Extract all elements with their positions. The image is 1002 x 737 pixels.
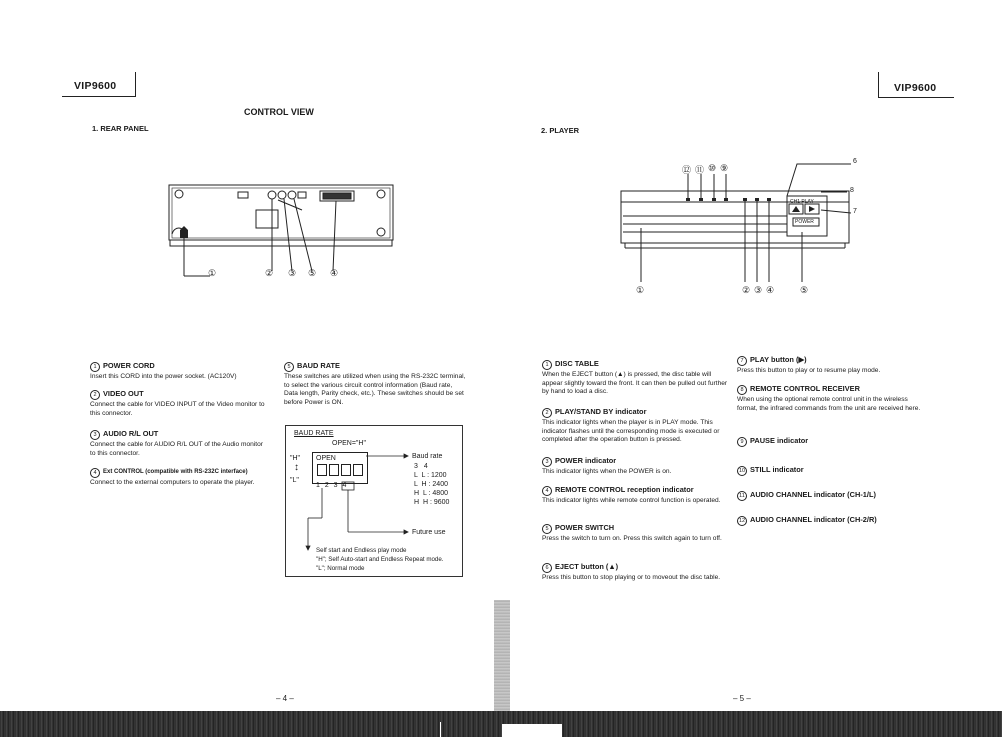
item-title: Ext CONTROL (compatible with RS-232C interface) [103, 469, 248, 475]
item-title: PAUSE indicator [750, 436, 809, 445]
rear-callouts [208, 268, 408, 282]
rear-callout-3: ③ [288, 268, 297, 278]
item-number: 2 [90, 390, 100, 400]
player-section-title: 2. PLAYER [541, 126, 580, 135]
page-title: CONTROL VIEW [244, 107, 314, 117]
player-item-2 [542, 408, 728, 445]
player-top-callouts [682, 163, 742, 175]
baud-columns: 3 4 [414, 463, 428, 470]
item-number: 1 [90, 362, 100, 372]
player-bottom-callouts [636, 285, 826, 297]
side-callout-6: 6 [853, 158, 857, 165]
dip-switch-numbers: 1 2 3 4 [316, 482, 347, 489]
bottom-callout-5: ⑤ [800, 285, 809, 295]
item-desc: This indicator lights while remote control function is operated. [542, 497, 721, 504]
player-item-6 [542, 563, 728, 583]
item-desc: Connect the cable for AUDIO R/L OUT of the Audio monitor to this connector. [90, 441, 263, 457]
baud-box-title: BAUD RATE [294, 430, 334, 437]
left-model-rule [62, 96, 136, 97]
item-number: 11 [737, 491, 747, 501]
item-desc: When the EJECT button (▲) is pressed, the disc table will appear slightly toward the front. It can then be pulled out further by hand to load a disc. [542, 371, 728, 396]
bottom-callout-2: ② [742, 285, 751, 295]
rear-callout-5: ⑤ [308, 268, 317, 278]
baud-h-label: "H" [290, 455, 301, 462]
item-number: 9 [737, 437, 747, 447]
future-use-label: Future use [412, 529, 446, 536]
item-title: AUDIO R/L OUT [103, 429, 159, 438]
item-number: 2 [542, 408, 552, 418]
right-model-rule [878, 97, 954, 98]
left-model-label: VIP9600 [74, 80, 117, 92]
bottom-callout-3: ③ [754, 285, 763, 295]
baud-open-label: OPEN="H" [332, 440, 366, 447]
self-start-l: "L"; Normal mode [316, 565, 365, 572]
rear-callout-2: ② [265, 268, 274, 278]
rear-panel-section-title: 1. REAR PANEL [92, 124, 149, 133]
item-title: REMOTE CONTROL reception indicator [555, 485, 694, 494]
baud-rate-4: H H : 9600 [414, 499, 450, 506]
dip-open-label: OPEN [316, 455, 336, 462]
item-desc: Press this button to play or to resume play mode. [737, 367, 881, 374]
left-page-number: – 4 – [276, 694, 294, 703]
baud-rate-diagram [285, 425, 463, 577]
top-callout-10: ⑩ [708, 163, 717, 173]
right-model-label: VIP9600 [894, 82, 937, 94]
item-number: 3 [90, 430, 100, 440]
item-title: POWER indicator [555, 456, 617, 465]
rear-callout-4: ④ [330, 268, 339, 278]
item-title: DISC TABLE [555, 359, 599, 368]
item-title: PLAY/STAND BY indicator [555, 407, 647, 416]
rear-item-4 [90, 468, 270, 488]
player-item-4 [542, 486, 728, 506]
baud-rate-2: L H : 2400 [414, 481, 448, 488]
rear-item-3 [90, 430, 270, 458]
scan-edge-gap [502, 724, 562, 737]
item-number: 3 [542, 457, 552, 467]
scan-edge-band [0, 711, 1002, 737]
scan-mark [440, 722, 441, 737]
item-number: 10 [738, 468, 746, 474]
side-callout-7: 7 [853, 208, 857, 215]
baud-arrow: ↕ [294, 462, 299, 473]
item-title: EJECT button (▲) [555, 562, 619, 571]
item-desc: This indicator lights when the player is in PLAY mode. This indicator flashes until the corresponding mode is executed or completed after the operation button is pressed. [542, 419, 720, 444]
player-item-3 [542, 457, 728, 477]
right-page-number: – 5 – [733, 694, 751, 703]
player-item-1 [542, 360, 728, 397]
item-title: POWER CORD [103, 361, 155, 370]
baud-l-label: "L" [290, 477, 299, 484]
item-title: STILL indicator [750, 465, 804, 474]
player-front-diagram [615, 158, 865, 298]
item-desc: These switches are utilized when using the RS-232C terminal, to select the various circuit control information (Baud rate, Data length, Parity check, etc.). These switches should be set before Power is ON. [284, 373, 466, 406]
item-number: 5 [284, 362, 294, 372]
baud-rate-label: Baud rate [412, 453, 443, 460]
player-item-11 [737, 491, 923, 501]
player-item-10 [737, 466, 923, 476]
rear-item-5 [284, 362, 466, 407]
item-desc: Connect to the external computers to operate the player. [90, 479, 255, 486]
top-callout-9: ⑨ [720, 163, 729, 173]
panel-power-label: POWER [795, 219, 814, 225]
item-number: 6 [542, 563, 552, 573]
item-desc: Insert this CORD into the power socket. (AC120V) [90, 373, 237, 380]
baud-rate-1: L L : 1200 [414, 472, 447, 479]
item-number: 4 [542, 486, 552, 496]
item-title: VIDEO OUT [103, 389, 144, 398]
item-desc: This indicator lights when the POWER is on. [542, 468, 672, 475]
top-callout-12: ⑫ [682, 165, 692, 175]
bottom-callout-1: ① [636, 285, 645, 295]
item-number: 7 [737, 356, 747, 366]
panel-play-label: CH1 PLAY [790, 199, 814, 205]
item-title: POWER SWITCH [555, 523, 615, 532]
baud-rate-3: H L : 4800 [414, 490, 448, 497]
item-number: 12 [738, 518, 746, 524]
player-item-12 [737, 516, 923, 526]
bottom-callout-4: ④ [766, 285, 775, 295]
item-number: 8 [737, 385, 747, 395]
right-model-vrule [878, 72, 879, 97]
player-item-5 [542, 524, 728, 544]
left-model-vrule [135, 72, 136, 97]
item-desc: Press this button to stop playing or to moveout the disc table. [542, 574, 721, 581]
side-callout-8: 8 [850, 187, 854, 194]
rear-callout-1: ① [208, 268, 217, 278]
player-item-7 [737, 356, 923, 376]
item-desc: Press the switch to turn on. Press this switch again to turn off. [542, 535, 722, 542]
rear-item-1 [90, 362, 270, 382]
item-desc: When using the optional remote control unit in the wireless format, the infrared commands from the unit are received here. [737, 396, 921, 412]
item-title: AUDIO CHANNEL indicator (CH-2/R) [750, 515, 877, 524]
self-start-label: Self start and Endless play mode [316, 547, 407, 554]
top-callout-11: ⑪ [695, 165, 705, 175]
rear-item-2 [90, 390, 270, 418]
item-number: 1 [542, 360, 552, 370]
item-title: AUDIO CHANNEL indicator (CH-1/L) [750, 490, 876, 499]
item-number: 5 [542, 524, 552, 534]
item-title: PLAY button (▶) [750, 355, 807, 364]
item-desc: Connect the cable for VIDEO INPUT of the Video monitor to this connector. [90, 401, 265, 417]
self-start-h: "H"; Self Auto-start and Endless Repeat mode. [316, 556, 444, 563]
power-cord-plug [180, 226, 188, 238]
player-item-8 [737, 385, 923, 413]
item-title: BAUD RATE [297, 361, 340, 370]
item-title: REMOTE CONTROL RECEIVER [750, 384, 860, 393]
item-number: 4 [90, 468, 100, 478]
player-item-9 [737, 437, 923, 447]
